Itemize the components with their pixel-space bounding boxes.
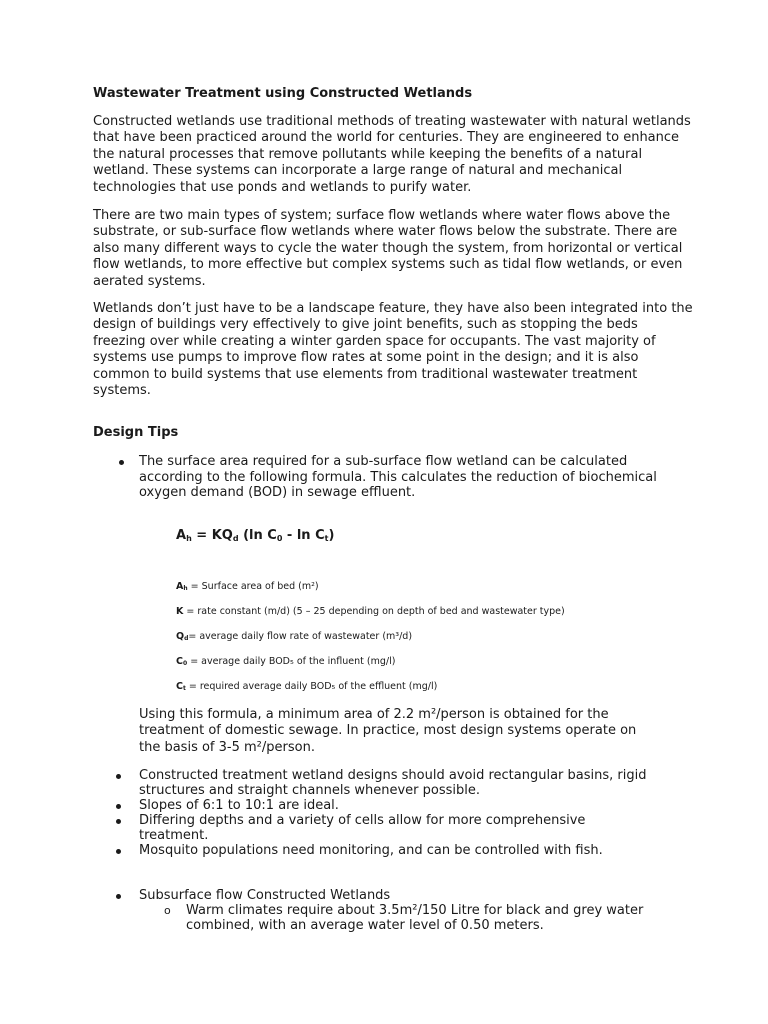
buildings-paragraph: Wetlands don’t just have to be a landscape feature, they have also been integrated into the design of buildings very effectively to give joint benefits, such as stopping the beds freezing over while creating a winter garden space for occupants. The vast majority of systems use pumps to improve flow rates at some point in the design; and it is also common to build systems that use elements from traditional wastewater treatment systems. [93,301,693,399]
design-tips-heading: Design Tips [93,425,179,440]
bullet-dot-icon [116,819,121,824]
intro-paragraph: Constructed wetlands use traditional methods of treating wastewater with natural wetlands that have been practiced around the world for centuries. They are engineered to enhance the natural processes that remove pollutants while keeping the benefits of a natural wetland. These systems can incorporate a large range of natural and mechanical technologies that use ponds and wetlands to purify water. [93,114,691,195]
area-formula: $A_h = KQ_d$ (ln $C_0$ - $\ln C_t$) [176,528,335,543]
tip-avoid-rectangular: Constructed treatment wetland designs should avoid rectangular basins, rigid structures and straight channels whenever possible. [139,768,647,798]
bullet-dot-icon [116,774,121,779]
system-types-paragraph: There are two main types of system; surface flow wetlands where water flows above the substrate, or sub-surface flow wetlands where water flows below the substrate. There are also many different ways to cycle the water though the system, from horizontal or vertical flow wetlands, to more effective but complex systems such as tidal flow wetlands, or even aerated systems. [93,208,683,289]
bullet-dot-icon [116,804,121,809]
definition-k: K = rate constant (m/d) (5 – 25 depending on depth of bed and wastewater type) [176,606,565,617]
tip-mosquito: Mosquito populations need monitoring, and can be controlled with fish. [139,843,603,858]
definition-qd: $Q_d=$ average daily flow rate of wastewater (m³/d) [176,631,413,642]
formula-note: Using this formula, a minimum area of 2.2 m²/person is obtained for the treatment of domestic sewage. In practice, most design systems operate on the basis of 3-5 m²/person. [139,707,637,755]
bullet-dot-icon [116,894,121,899]
definition-ah: $A_h$ = Surface area of bed (m²) [176,581,319,592]
definition-c0: $C_0$ = average daily BOD₅ of the influent (mg/l) [176,656,396,667]
document-title: Wastewater Treatment using Constructed Wetlands [93,86,473,101]
tip-slopes: Slopes of 6:1 to 10:1 are ideal. [139,798,339,813]
bullet-dot-icon [116,849,121,854]
tip-depths: Differing depths and a variety of cells allow for more comprehensive treatment. [139,813,586,843]
definition-ct: $C_t$ = required average daily BOD₅ of the effluent (mg/l) [176,681,438,692]
subsurface-heading: Subsurface flow Constructed Wetlands [139,888,391,903]
tip-surface-area: The surface area required for a sub-surface flow wetland can be calculated according to the following formula. This calculates the reduction of biochemical oxygen demand (BOD) in sewage effluent. [139,454,657,500]
sub-bullet-marker: o [164,904,171,917]
bullet-dot-icon [119,460,124,465]
subsurface-warm-climates: Warm climates require about 3.5m²/150 Litre for black and grey water combined, with an average water level of 0.50 meters. [186,903,644,933]
